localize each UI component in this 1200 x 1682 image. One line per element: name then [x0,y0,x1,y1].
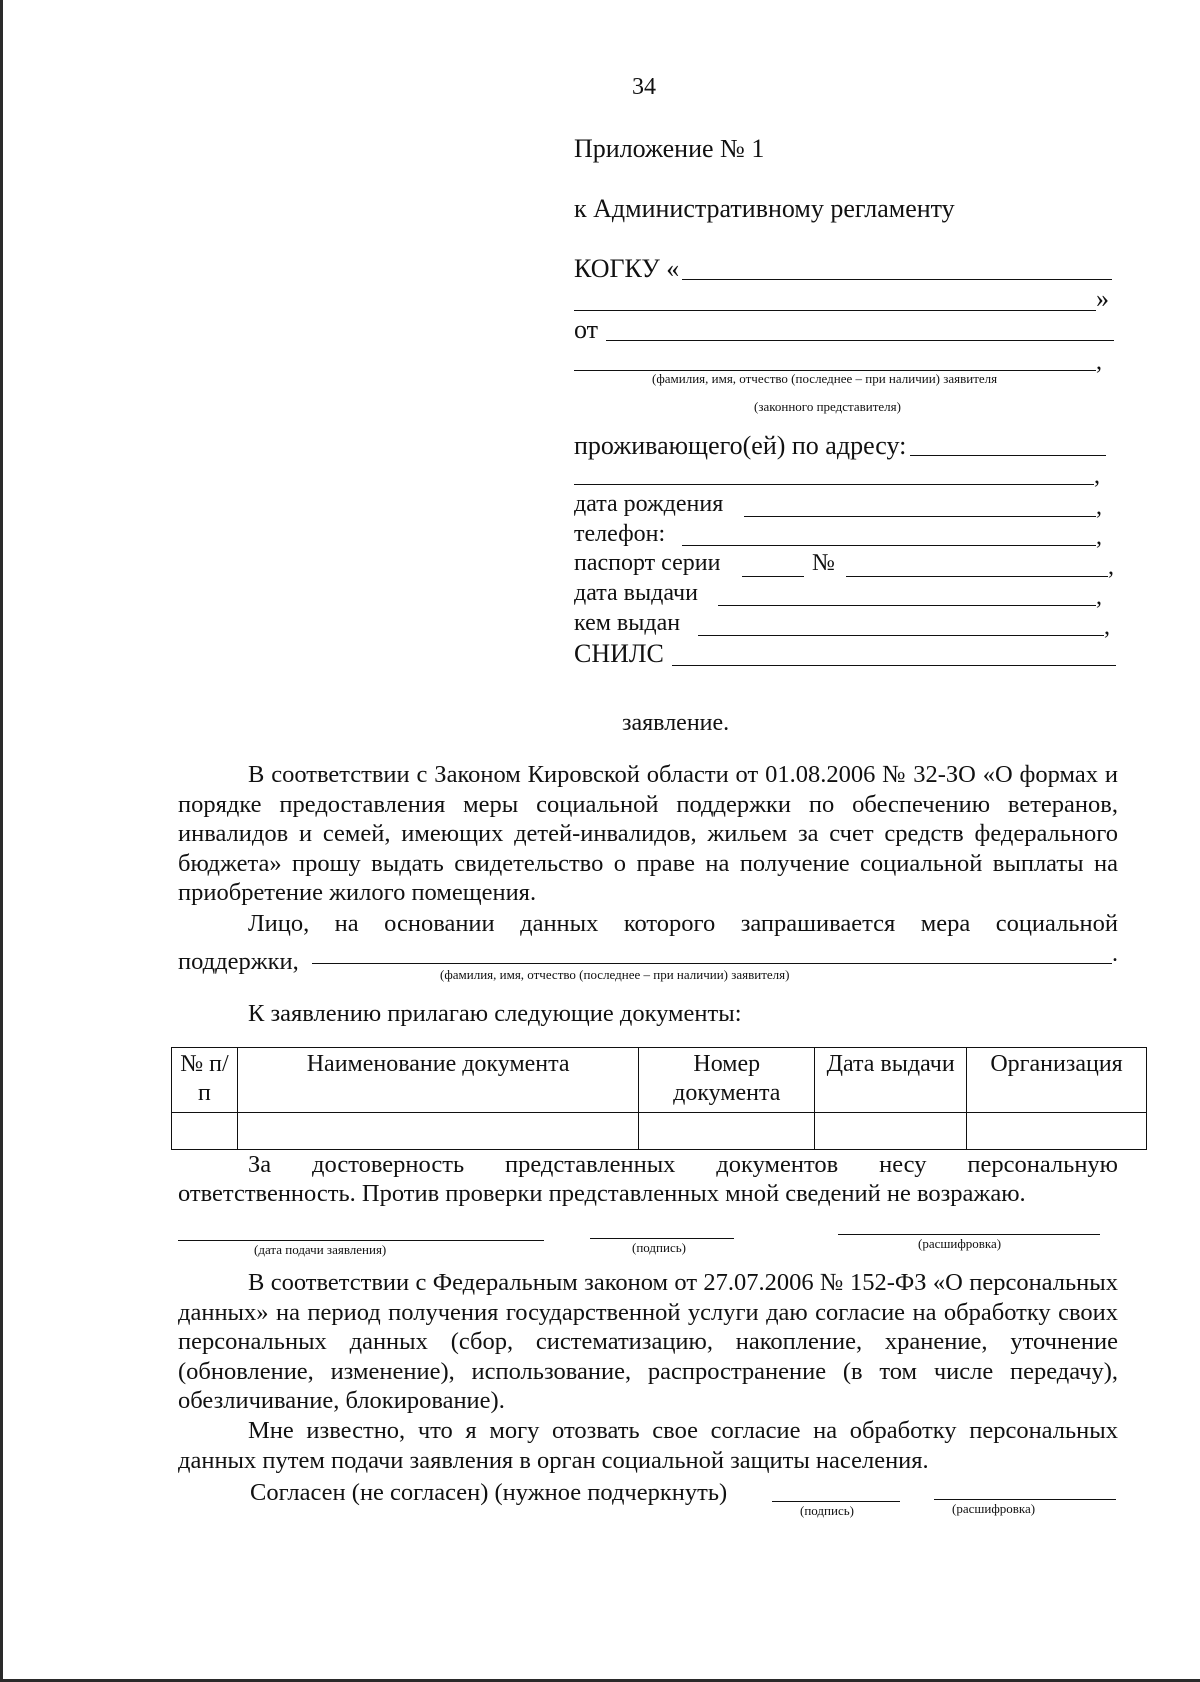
kogku-field[interactable] [682,279,1112,280]
consent-paragraph [178,1268,1118,1416]
responsibility-text: За достоверность представленных документов несу персональную [248,1151,1118,1178]
request-text: В соответствии с Законом Кировской области от 01.08.2006 № 32-ЗО «О формах и порядке предоставления меры социальной поддержки по обеспечению ветеранов, инвалидов и семей, имеющих детей-инвалидов, жильем за счет средств федерального бюджета» прошу выдать свидетельство о праве на получение социальной выплаты на приобретение жилого помещения. [178,761,1118,906]
kogku-label: КОГКУ « [574,254,680,283]
consent-signature-field[interactable] [772,1501,900,1502]
header-document-number: Номер документа [639,1048,815,1113]
issued-by-label: кем выдан [574,610,681,636]
revoke-paragraph [178,1416,1118,1475]
fio-caption: (фамилия, имя, отчество (последнее – при наличии) заявителя [652,371,998,386]
cell-organization[interactable] [967,1113,1147,1150]
comma: , [1094,463,1100,489]
table-header-row [172,1048,1147,1113]
support-label: поддержки, [178,948,299,975]
birth-date-field[interactable] [744,516,1096,517]
appendix-title: Приложение № 1 [574,134,765,163]
consent-text: В соответствии с Федеральным законом от 27.07.2006 № 152-ФЗ «О персональных данных» на период получения государственной услуги даю согласие на обработку своих персональных данных (сбор, систематизацию, накопление, хранение, уточнение (обновление, изменение), использование, распространение (в том числе передачу), обезличивание, блокирование). [178,1269,1118,1414]
scan-edge [0,0,3,1682]
signature-field[interactable] [590,1238,734,1239]
cell-document-number[interactable] [639,1113,815,1150]
from-label: от [574,315,599,344]
address-label: проживающего(ей) по адресу: [574,431,907,460]
issued-by-field[interactable] [698,635,1104,636]
decode-caption: (расшифровка) [918,1236,1002,1251]
snils-field[interactable] [672,665,1116,666]
period: . [1112,941,1118,967]
phone-field[interactable] [682,545,1096,546]
person-fio-caption: (фамилия, имя, отчество (последнее – при наличии) заявителя) [440,967,790,982]
header-issue-date: Дата выдачи [815,1048,967,1113]
person-fio-field[interactable] [312,963,1112,964]
person-text: Лицо, на основании данных которого запрашивается мера социальной [248,910,1118,937]
consent-decode-field[interactable] [934,1499,1116,1500]
agree-label: Согласен (не согласен) (нужное подчеркнуть) [250,1479,728,1506]
submission-date-field[interactable] [178,1240,544,1241]
table-row [172,1113,1147,1150]
passport-number-field[interactable] [846,576,1108,577]
cell-issue-date[interactable] [815,1113,967,1150]
header-document-name: Наименование документа [237,1048,638,1113]
header-organization: Организация [967,1048,1147,1113]
responsibility-line1 [178,1150,1118,1180]
revoke-text: Мне известно, что я могу отозвать свое согласие на обработку персональных данных путем подачи заявления в орган социальной защиты населения. [178,1417,1118,1474]
comma: , [1096,494,1102,520]
submission-date-caption: (дата подачи заявления) [254,1242,387,1257]
attachments-intro: К заявлению прилагаю следующие документы: [248,1000,742,1027]
signature-caption: (подпись) [632,1240,686,1255]
issue-date-label: дата выдачи [574,580,698,606]
request-paragraph [178,760,1118,908]
regulation-ref: к Административному регламенту [574,194,955,223]
close-quote: » [1096,284,1109,313]
kogku-field-2[interactable] [574,310,1096,311]
comma: , [1108,554,1114,580]
representative-caption: (законного представителя) [754,399,901,414]
cell-document-name[interactable] [237,1113,638,1150]
documents-table [171,1047,1147,1150]
comma: , [1096,349,1102,375]
birth-date-label: дата рождения [574,491,724,517]
address-field-2[interactable] [574,484,1094,485]
issue-date-field[interactable] [718,605,1096,606]
cell-number[interactable] [172,1113,238,1150]
consent-decode-caption: (расшифровка) [952,1501,1036,1516]
comma: , [1104,614,1110,640]
comma: , [1096,584,1102,610]
person-paragraph-line1 [178,909,1118,939]
decode-field[interactable] [838,1234,1100,1235]
comma: , [1096,524,1102,550]
snils-label: СНИЛС [574,639,664,668]
passport-series-field[interactable] [742,576,804,577]
consent-signature-caption: (подпись) [800,1503,854,1518]
page-number: 34 [632,74,656,100]
responsibility-line2: ответственность. Против проверки представленных мной сведений не возражаю. [178,1180,1026,1207]
header-number: № п/п [172,1048,238,1113]
phone-label: телефон: [574,521,666,547]
address-field[interactable] [910,455,1106,456]
passport-series-label: паспорт серии [574,550,721,576]
from-field[interactable] [606,340,1114,341]
passport-number-label: № [812,550,835,576]
statement-title: заявление. [622,710,730,736]
